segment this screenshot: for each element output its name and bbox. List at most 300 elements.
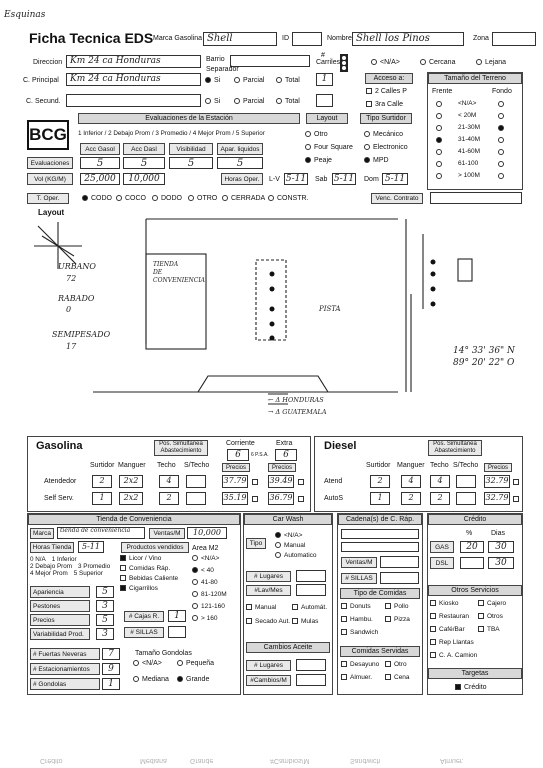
area-list [192,555,240,627]
area-5-text: > 160 [201,615,218,622]
producto-2-text: Bebidas Caliente [129,575,179,582]
producto-1-text: Comidas Ráp. [129,565,171,572]
layout-four-square[interactable]: Four Square [305,144,353,151]
gas-manguer-0: 2x2 [119,475,143,488]
zona-field[interactable] [492,32,536,46]
comida-tipo-3[interactable] [385,616,410,623]
eval-apar-liquidos[interactable]: 5 [217,157,263,169]
cambios-lugares-label: # Lugares [246,660,291,671]
dsl-col-techo: Techo [430,462,449,469]
surtidor-mpd[interactable]: MPD [364,157,389,164]
secund-label: C. Secund. [26,98,61,105]
tienda-eval-value-1: 3 [96,600,114,612]
form-title: Ficha Tecnica EDS [29,30,154,46]
tienda-horas-label: Horas Tienda [30,542,74,553]
barrio-label: Barrio [206,56,225,63]
horas-sab[interactable]: 5-11 [333,174,355,184]
credito-dias-0: 30 [488,541,514,553]
comida-servida-0[interactable] [341,661,379,668]
area-4-mark [192,603,198,609]
bleed-1: Mediana [140,757,167,764]
tienda-horas-field[interactable]: 5-11 [78,541,104,553]
tienda-eval-label-1: Pestones [30,600,90,612]
oper-text-2: DODO [161,195,182,202]
oper-otro[interactable] [188,195,217,202]
carwash-tipo-1-mark [275,542,281,548]
area-2[interactable] [192,579,240,591]
oper-radio-2 [152,195,158,201]
terreno-range-6: > 100M [458,172,480,179]
id-field[interactable] [292,32,322,46]
carwash-check-2[interactable] [246,618,290,625]
oper-coco[interactable] [116,195,146,202]
otros-text-5: TBA [487,626,500,633]
cadena-sillas-field[interactable] [380,572,419,584]
comida-tipo-2[interactable] [341,616,373,623]
secund-field[interactable] [66,94,201,107]
tipo-comidas-header: Tipo de Comidas [340,588,420,599]
terreno-range-4: 41-60M [458,148,481,155]
id-label: ID [282,35,289,42]
area-5-mark [192,615,198,621]
credito-header: Crédito [428,514,522,525]
comida-servida-2[interactable] [341,674,372,681]
gas-chk-b-0[interactable] [298,479,304,485]
otros-text-8: C. A. Camion [439,652,478,659]
surtidor-electronico[interactable]: Electronico [364,144,408,151]
horas-oper-label: Horas Oper. [221,173,263,185]
carwash-check-1[interactable] [292,604,327,611]
tam-0[interactable] [133,660,162,667]
zona-label: Zona [473,35,489,42]
top-note: Esquinas [4,10,46,20]
carwash-tipo-0-mark [275,532,281,538]
gas-chk-a-0[interactable] [252,479,258,485]
vol-dasl[interactable]: 10,000 [123,173,165,185]
layout-peaje[interactable]: Peaje [305,157,332,164]
otros-5[interactable] [478,626,500,633]
carwash-tipo-options [275,532,333,562]
comida-tipo-text-4: Sandwich [350,629,379,636]
terreno-row-1 [436,112,521,124]
area-label: Area M2 [192,545,219,552]
area-0-text: <N/A> [201,555,220,562]
otros-text-6: Rep Llantas [439,639,474,646]
bcg-logo: BCG [27,120,69,150]
carwash-lugares-label: # Lugares [246,571,291,582]
tienda-scale-5: 5 Superior [73,570,103,577]
evaluaciones-header: Evaluaciones de la Estación [78,113,300,124]
area-1-mark [192,567,198,573]
bleed-4: Sandwich [350,757,381,764]
otros-3[interactable] [478,613,503,620]
oper-text-1: COCO [125,195,146,202]
tienda-eval-value-3: 3 [96,628,114,640]
oper-radio-1 [116,195,122,201]
carriles-field[interactable]: 1 [316,73,333,86]
producto-1-mark [120,565,126,571]
sep2-radio-total[interactable]: Total [276,98,300,105]
tienda-header: Tienda de Conveniencia [28,514,240,525]
prox-cercana[interactable]: Cercana [420,59,455,66]
tienda-eval-label-0: Apariencia [30,586,90,598]
area-0[interactable] [192,555,240,567]
fondo-radio-1[interactable] [498,113,504,119]
credito-label-1: DSL [430,557,454,569]
gas-p2-0: 39.49 [268,475,294,488]
gas-row-label-0: Atendedor [44,478,77,485]
area-1-text: < 40 [201,567,214,574]
tienda-eval-row-1 [30,600,122,614]
layout-drawing-title: Layout [38,208,65,217]
credito-pct-1 [460,557,484,569]
dsl-stecho-1 [456,492,476,505]
marca-label: Marca Gasolina [153,35,203,42]
tienda-scale-2: 2 Debajo Prom [30,563,72,570]
frente-radio-2[interactable] [436,125,442,131]
count-row-gondolas [30,678,124,693]
comida-tipo-1[interactable] [385,603,408,610]
sep-radio-total[interactable]: Total [276,77,300,84]
cadena-ventas-label: Ventas/M [341,557,377,568]
dsl-surtidor-0: 2 [370,475,390,488]
cambios-cambios-field[interactable] [296,674,326,686]
marca-field[interactable]: Shell [203,32,277,46]
otros-2[interactable] [430,613,469,620]
dsl-row-label-1: AutoS [324,495,344,502]
col-acc-dasl: Acc Dasl [123,143,165,155]
dsl-col-manguer: Manguer [397,462,425,469]
cadena-field-2[interactable] [341,542,419,552]
traffic-light-icon [338,53,350,73]
tienda-sillas-field[interactable] [168,626,186,638]
cambios-lugares-field[interactable] [296,659,326,671]
oper-radio-3 [188,195,194,201]
terreno-range-1: < 20M [458,112,477,119]
terreno-row-6 [436,172,521,184]
tienda-scale-0: 0 N/A [30,556,46,563]
eval-scale: 1 Inferior / 2 Debajo Prom / 3 Promedio / 4 Mejor Prom / 5 Superior [78,130,265,137]
direccion-label: Direccion [33,59,63,66]
comida-servida-text-2: Almuer. [350,674,373,681]
tam-text-1: Pequeña [186,660,215,667]
vol-label: Vol (KG/M) [27,173,73,185]
carwash-check-text-3: Mulas [301,618,319,625]
producto-0-text: Licor / Vino [129,555,162,562]
nombre-label: Nombre [327,35,352,42]
arrow-honduras: ← Δ HONDURAS [268,396,324,404]
terreno-range-2: 21-30M [458,124,481,131]
gas-stecho-1 [186,492,206,505]
urbano-value: 72 [66,274,77,283]
area-5[interactable] [192,615,240,627]
credito-rows [430,541,522,573]
acceso-2calles[interactable]: 2 Calles P [366,88,407,95]
sep-radio-parcial[interactable]: Parcial [234,77,264,84]
comida-servida-box-0 [341,661,347,667]
gas-col-techo: Techo [157,462,176,469]
col-acc-gasol: Acc Gasol [80,143,120,155]
producto-2-mark [120,575,126,581]
terreno-row-2 [436,124,521,136]
oper-text-0: CODO [91,195,112,202]
acceso-3racalle[interactable]: 3ra Calle [366,101,403,108]
coord-lat: 14° 33' 36" N [453,346,515,356]
carwash-check-3[interactable] [292,618,318,625]
comida-servida-box-3 [385,674,391,680]
frente-radio-1[interactable] [436,113,442,119]
tam-text-2: Mediana [142,676,169,683]
carwash-header: Car Wash [244,514,332,525]
acceso-header: Acceso a: [365,73,413,84]
venc-contrato-field[interactable] [430,192,522,204]
comida-tipo-text-2: Hambu. [350,616,373,623]
gas-row-label-1: Self Serv. [44,495,74,502]
fondo-radio-4[interactable] [498,149,504,155]
eval-visibilidad[interactable]: 5 [169,157,213,169]
fondo-label: Fondo [492,88,512,95]
sep-radio-si[interactable]: Si [205,77,220,84]
horas-dom[interactable]: 5-11 [382,173,408,185]
gas-techo-0: 4 [159,475,179,488]
cadena-sillas-label: # SILLAS [341,573,377,584]
otros-box-6 [430,639,436,645]
eval-acc-gasol[interactable]: 5 [80,157,120,169]
fondo-radio-3[interactable] [498,137,504,143]
fondo-radio-6[interactable] [498,173,504,179]
cadena-ventas-field[interactable] [380,556,419,568]
gas-col-manguer: Manguer [118,462,146,469]
gas-manguer-1: 2x2 [119,492,143,505]
carwash-tipo-2-text: Automatico [284,552,317,559]
gas-surtidor-1: 1 [92,492,112,505]
carwash-tipo-label: Tipo [246,538,266,549]
prox-na[interactable]: <N/A> [371,59,400,66]
otros-4[interactable] [430,626,465,633]
tienda-scale [30,556,120,577]
tienda-scale-row-0 [30,556,120,563]
gas-chk-a-1[interactable] [252,496,258,502]
otros-1[interactable] [478,600,506,607]
gas-row-0 [30,474,310,491]
horas-lv[interactable]: 5-11 [285,174,307,184]
carwash-check-0[interactable] [246,604,276,611]
carwash-tipo-0[interactable] [275,532,333,542]
count-row-estac [30,663,124,678]
tienda-eval-label-2: Precios [30,614,90,626]
credito-row-1 [430,557,522,573]
producto-0-mark [120,555,126,561]
horas-dom-label: Dom [364,176,379,183]
rabado-value: 0 [66,305,72,314]
sep2-radio-parcial[interactable]: Parcial [234,98,264,105]
layout-otro[interactable]: Otro [305,131,328,138]
carwash-check-text-0: Manual [255,604,277,611]
nombre-field[interactable]: Shell los Pinos [352,32,464,46]
otros-0[interactable] [430,600,459,607]
carwash-lav-field[interactable] [296,584,326,596]
producto-0[interactable] [120,555,192,565]
dsl-surtidor-1: 1 [370,492,390,505]
carwash-lugares-field[interactable] [296,570,326,582]
diesel-pos-label: Pos. Simultanea Abastecimiento [428,440,482,456]
oper-text-5: CONSTR. [277,195,309,202]
comida-servida-text-0: Desayuno [350,661,380,668]
carwash-check-text-1: Automát. [301,604,328,611]
producto-2[interactable] [120,575,192,585]
gasolina-pos-label: Pos. Simultanea Abastecimiento [154,440,208,456]
area-1[interactable] [192,567,240,579]
psa-label: 6 P.S.A. [251,452,269,458]
oper-dodo[interactable] [152,195,182,202]
comida-tipo-0[interactable] [341,603,371,610]
comida-servida-box-1 [385,661,391,667]
comida-servida-text-3: Cena [394,674,410,681]
cajas-label: # Cajas R. [124,611,164,622]
arrow-guatemala: → Δ GUATEMALA [268,408,327,416]
bleed-through [0,748,543,768]
comida-servida-1[interactable] [385,661,407,668]
area-2-text: 41-80 [201,579,218,586]
tarjeta-credito[interactable]: Crédito [455,684,487,691]
comida-servida-3[interactable] [385,674,410,681]
surtidor-mecanico[interactable]: Mecánico [364,131,403,138]
oper-codo[interactable] [82,195,112,202]
fondo-radio-2[interactable] [498,125,504,131]
dsl-chk-0[interactable] [513,479,519,485]
tienda-scale-row-2 [30,570,120,577]
prox-lejana[interactable]: Lejana [476,59,506,66]
producto-3[interactable] [120,585,192,595]
col-visibilidad: Visibilidad [169,143,213,155]
carwash-tipo-2[interactable] [275,552,333,562]
dsl-row-label-0: Atend [324,478,343,485]
dsl-p-0: 32.79 [484,475,510,488]
extra-field[interactable]: 6 [275,449,297,461]
frente-radio-5[interactable] [436,161,442,167]
tienda-sillas-label: # SILLAS [124,627,164,638]
carwash-check-text-2: Secado Aut. [255,618,291,625]
otros-8[interactable] [430,652,477,659]
oper-cerrada[interactable] [222,195,265,202]
oper-text-3: OTRO [197,195,218,202]
frente-radio-0[interactable] [436,101,442,107]
gas-p2-1: 36.79 [268,492,294,505]
carwash-tipo-2-mark [275,552,281,558]
producto-3-text: Cigarrillos [129,585,158,592]
dsl-col-surtidor: Surtidor [366,462,391,469]
neveras-field: 7 [102,648,120,660]
vol-gasol[interactable]: 25,000 [80,173,120,185]
carwash-tipo-1-text: Manual [284,542,306,549]
otros-box-8 [430,652,436,658]
carriles2-field[interactable] [316,94,333,107]
carwash-check-box-1 [292,604,298,610]
dsl-manguer-1: 2 [401,492,421,505]
oper-constr[interactable] [268,195,309,202]
pista-label: PISTA [319,305,341,313]
count-row-neveras [30,648,124,663]
corriente-field[interactable]: 6 [227,449,249,461]
corriente-label: Corriente [226,440,255,447]
area-4[interactable] [192,603,240,615]
frente-label: Frente [432,88,453,95]
gas-p1-0: 37.79 [222,475,248,488]
area-3[interactable] [192,591,240,603]
eval-acc-dasl[interactable]: 5 [123,157,165,169]
otros-box-1 [478,600,484,606]
horas-lv-label: L-V [269,176,280,183]
terreno-row-4 [436,148,521,160]
gas-chk-b-1[interactable] [298,496,304,502]
terreno-row-0 [436,100,521,112]
cajas-field[interactable]: 1 [168,610,186,622]
dsl-techo-0: 4 [430,475,450,488]
tam-1[interactable] [177,660,214,667]
comida-tipo-box-2 [341,616,347,622]
separador-label: Separador [206,66,239,73]
barrio-field[interactable] [230,55,310,67]
bleed-2: Grande [190,757,214,764]
tienda-scale-1: 1 Inferior [51,556,77,563]
principal-field[interactable]: Km 24 ca Honduras [66,73,201,86]
dsl-manguer-0: 4 [401,475,421,488]
dsl-row-0 [318,474,523,491]
layout-opts-header: Layout [306,113,348,124]
cadena-field-1[interactable] [341,529,419,539]
tienda-marca-field[interactable]: tienda de conveniencia [57,527,145,539]
gas-row-1 [30,491,310,508]
credito-label-0: GAS [430,541,454,553]
carwash-tipo-1[interactable] [275,542,333,552]
horas-sab-label: Sab [315,176,328,183]
gasolina-rows [30,474,310,508]
comida-tipo-text-3: Pizza [394,616,410,623]
fondo-radio-0[interactable] [498,101,504,107]
frente-radio-4[interactable] [436,149,442,155]
bleed-0: Crédito [40,757,63,764]
tienda-counts [30,648,124,693]
extra-label: Extra [276,440,293,447]
frente-radio-6[interactable] [436,173,442,179]
fondo-radio-5[interactable] [498,161,504,167]
tarjetas-header: Targetas [428,668,522,679]
bleed-3: #Cambios/M [270,757,310,764]
dsl-chk-1[interactable] [513,496,519,502]
productos-label: Productos vendidos [121,542,189,553]
direccion-field[interactable]: Km 24 ca Honduras [66,55,201,68]
otros-text-0: Kiosko [439,600,459,607]
credito-dias-1: 30 [488,557,514,569]
tienda-ventas-field[interactable]: 10,000 [187,527,227,539]
frente-radio-3[interactable] [436,137,442,143]
tienda-eval-row-3 [30,628,122,642]
col-apar-liquidos: Apar. liquidos [217,143,263,155]
coord-lon: 89° 20' 22" O [453,358,515,368]
carwash-tipo-0-text: <N/A> [284,532,303,539]
otros-6[interactable] [430,639,474,646]
tam-2[interactable] [133,676,169,683]
otros-box-4 [430,626,436,632]
semipesado-label: SEMIPESADO [52,330,111,339]
comida-tipo-box-4 [341,629,347,635]
tam-radio-1 [177,660,183,666]
tam-3[interactable] [177,676,209,683]
dsl-precios: Precios [484,463,512,472]
sep2-radio-si[interactable]: Si [205,98,220,105]
comida-tipo-4[interactable] [341,629,378,636]
producto-1[interactable] [120,565,192,575]
